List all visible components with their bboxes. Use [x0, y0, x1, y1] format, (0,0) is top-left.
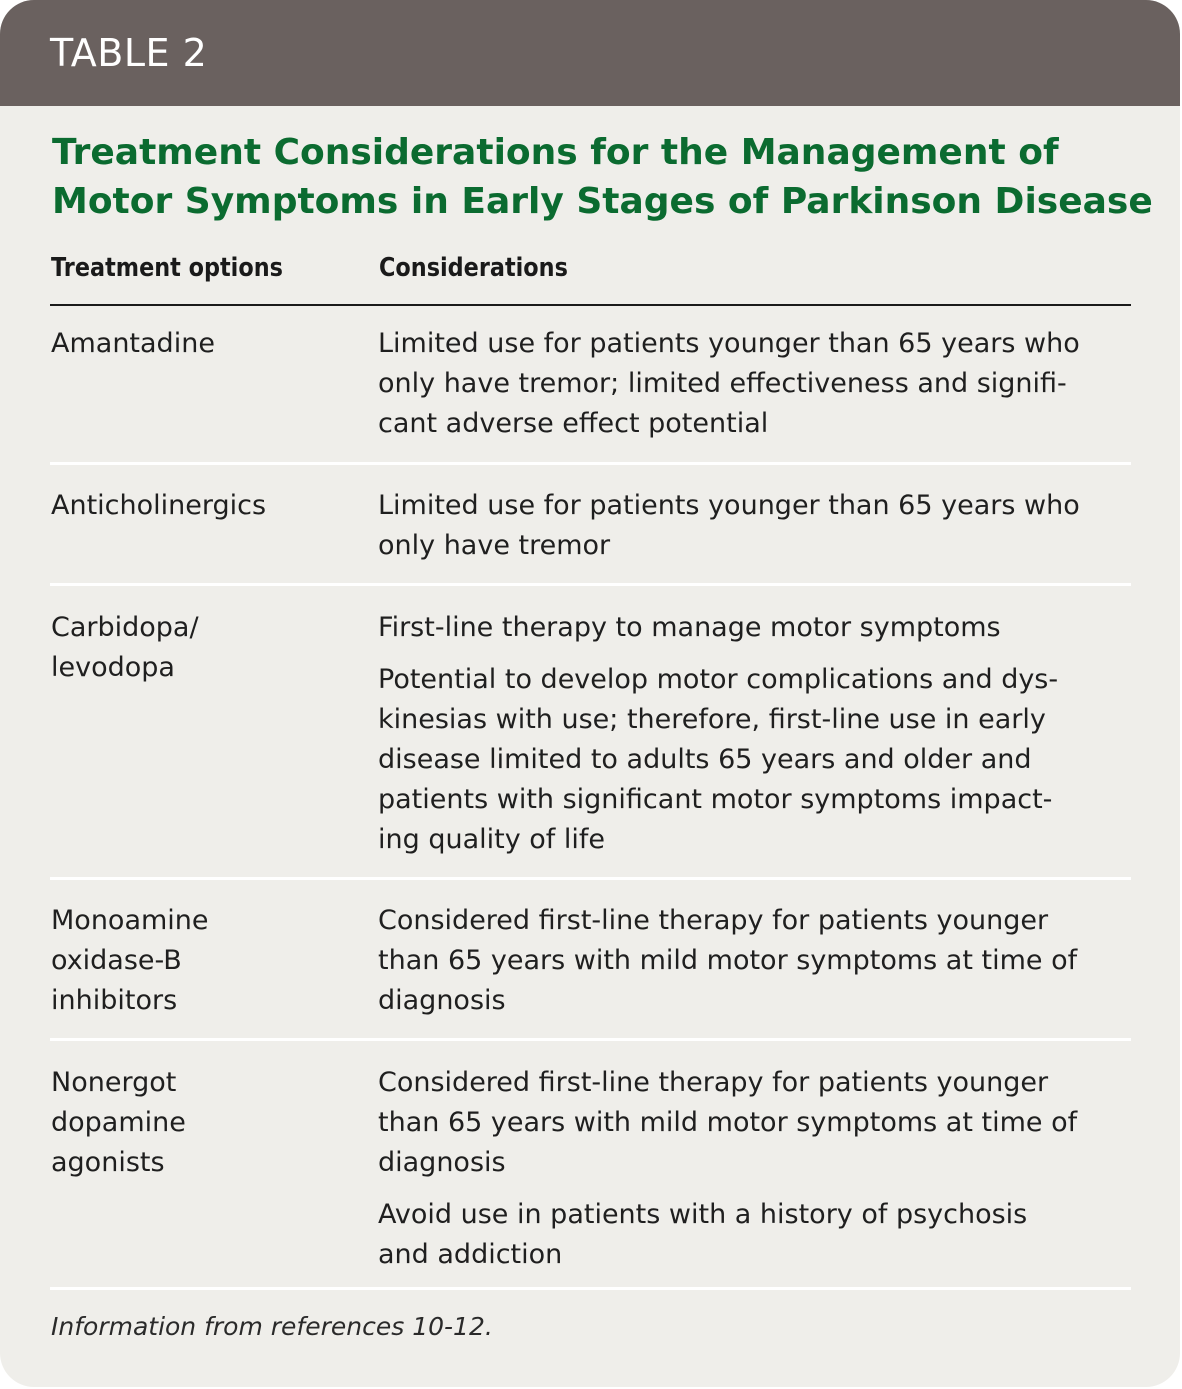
considerations-cell-nonergot-avoid: [378, 1195, 1027, 1275]
consideration-line: ing quality of life: [378, 824, 606, 855]
row-divider: [50, 1038, 1131, 1041]
row-divider: [50, 462, 1131, 465]
consideration-line: only have tremor; limited effectiveness and signifi-: [378, 368, 1067, 399]
consideration-line: diagnosis: [378, 985, 506, 1016]
header-divider: [50, 304, 1131, 306]
considerations-cell-nonergot-first-line: [378, 1063, 1077, 1183]
considerations-cell-carbidopa-levodopa-complications: [378, 660, 1058, 860]
consideration-line: Avoid use in patients with a history of psychosis: [378, 1199, 1028, 1230]
treatment-cell-nonergot-dopamine-agonists: [51, 1063, 186, 1183]
treatment-name: Anticholinergics: [51, 490, 267, 521]
consideration-line: Limited use for patients younger than 65 years who: [378, 328, 1080, 359]
treatment-cell-mao-b-inhibitors: [51, 901, 209, 1021]
consideration-line: Considered first-line therapy for patients younger: [378, 1067, 1049, 1098]
treatment-name: Monoamine: [51, 905, 209, 936]
considerations-cell-anticholinergics: [378, 486, 1080, 566]
treatment-name: Amantadine: [51, 328, 215, 359]
row-divider: [50, 1287, 1131, 1290]
treatment-name: inhibitors: [51, 985, 178, 1016]
treatment-name: Nonergot: [51, 1067, 177, 1098]
consideration-line: kinesias with use; therefore, first-line use in early: [378, 704, 1046, 735]
row-divider: [50, 583, 1131, 586]
treatment-name: dopamine: [51, 1107, 186, 1138]
table-header-bar: [0, 0, 1180, 106]
source-footnote: Information from references 10-12.: [51, 1312, 493, 1341]
treatment-name: agonists: [51, 1147, 165, 1178]
table-title: [52, 128, 1152, 226]
column-header-considerations: Considerations: [379, 253, 568, 283]
consideration-line: diagnosis: [378, 1147, 506, 1178]
consideration-line: disease limited to adults 65 years and older and: [378, 744, 1032, 775]
consideration-line: patients with significant motor symptoms impact-: [378, 784, 1053, 815]
consideration-line: Limited use for patients younger than 65 years who: [378, 490, 1080, 521]
treatment-cell-anticholinergics: [51, 486, 266, 526]
consideration-line: Potential to develop motor complications and dys-: [378, 664, 1059, 695]
consideration-line: than 65 years with mild motor symptoms at time of: [378, 945, 1078, 976]
treatment-cell-amantadine: [51, 324, 215, 364]
considerations-cell-mao-b-inhibitors: [378, 901, 1077, 1021]
consideration-line: only have tremor: [378, 530, 611, 561]
row-divider: [50, 877, 1131, 880]
consideration-line: First-line therapy to manage motor symptoms: [378, 612, 1001, 643]
considerations-cell-amantadine: [378, 324, 1080, 444]
table-title-line: Motor Symptoms in Early Stages of Parkinson Disease: [52, 181, 1153, 222]
table-number-label: TABLE 2: [50, 31, 208, 75]
treatment-cell-carbidopa-levodopa: [51, 608, 199, 688]
consideration-line: and addiction: [378, 1239, 563, 1270]
table-title-line: Treatment Considerations for the Management of: [52, 132, 1059, 173]
treatment-name: oxidase-B: [51, 945, 182, 976]
treatment-name: levodopa: [51, 652, 175, 683]
consideration-line: Considered first-line therapy for patients younger: [378, 905, 1049, 936]
consideration-line: cant adverse effect potential: [378, 408, 769, 439]
consideration-line: than 65 years with mild motor symptoms at time of: [378, 1107, 1078, 1138]
considerations-cell-carbidopa-levodopa-first-line: [378, 608, 1001, 648]
column-header-treatment-options: Treatment options: [51, 253, 283, 283]
treatment-name: Carbidopa/: [51, 612, 199, 643]
